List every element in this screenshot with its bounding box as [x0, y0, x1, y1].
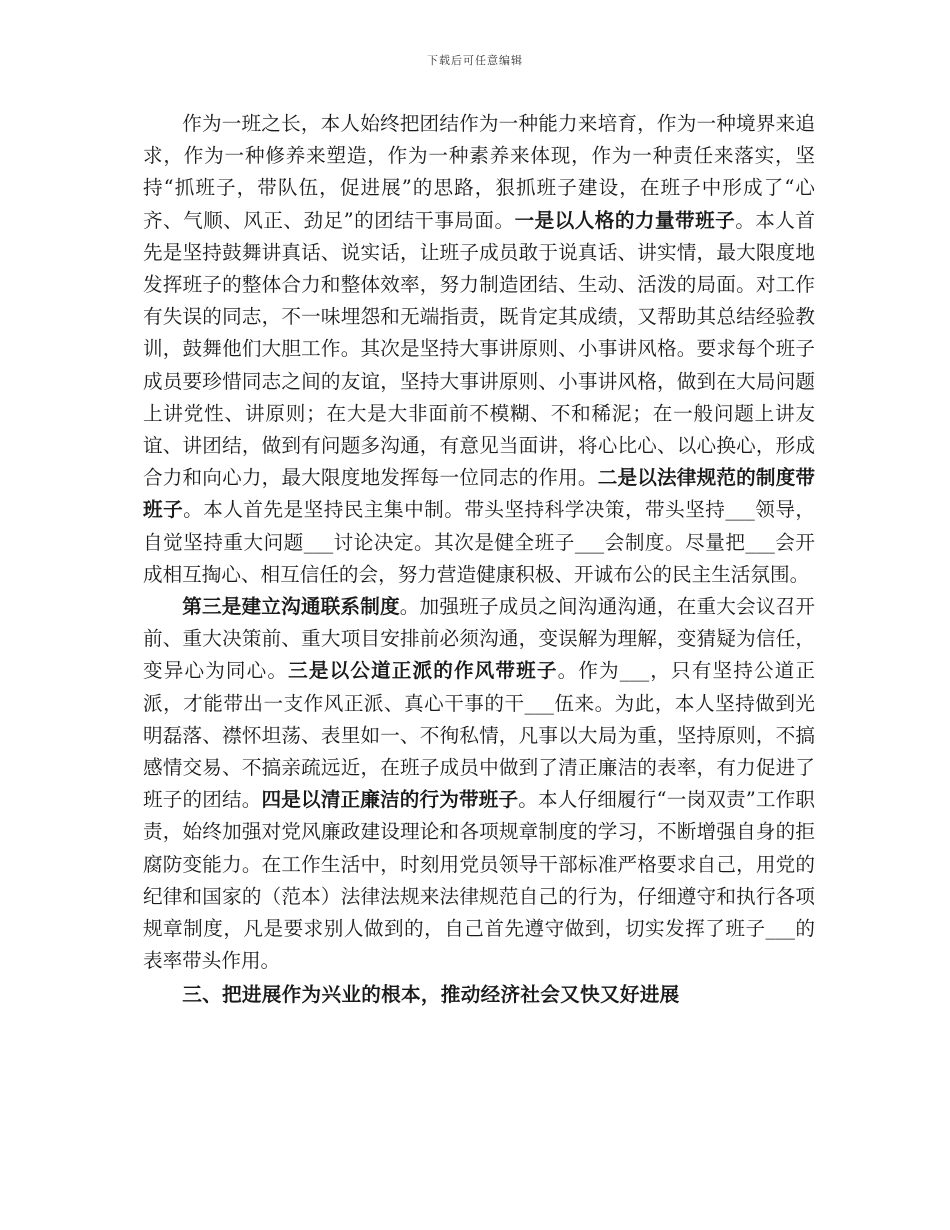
paragraph-communication [143, 591, 815, 977]
paragraph-text: 。本人首先是坚持鼓舞讲真话、说实话，让班子成员敢于说真话、讲实情，最大限度地发挥班子的整体合力和整体效率，努力制造团结、生动、活泼的局面。对工作有失误的同志，不一味埋怨和无端指责，既肯定其成绩，又帮助其总结经验教训，鼓舞他们大胆工作。其次是坚持大事讲原则、小事讲风格。要求每个班子成员要珍惜同志之间的友谊，坚持大事讲原则、小事讲风格，做到在大局问题上讲党性、讲原则；在大是大非面前不模糊、不和稀泥；在一般问题上讲友谊、讲团结，做到有问题多沟通，有意见当面讲，将心比心、以心换心，形成合力和向心力，最大限度地发挥每一位同志的作用。 [143, 208, 815, 490]
bold-point-four: 四是以清正廉洁的行为带班子 [261, 788, 519, 812]
bold-point-third: 第三是建立沟通联系制度 [182, 595, 400, 619]
bold-point-two: 二是以法律规范的制度带班子 [143, 466, 816, 522]
section-heading [143, 979, 815, 1011]
paragraph-text: 。本人首先是坚持民主集中制。带头坚持科学决策，带头坚持___领导，自觉坚持重大问题___讨论决定。其次是健全班子___会制度。尽量把___会开成相互掏心、相互信任的会，努力营造健康积极、开诚布公的民主生活氛围。 [143, 498, 816, 586]
document-body [143, 108, 815, 1012]
bold-point-one: 一是以人格的力量带班子 [514, 208, 736, 232]
paragraph-text: 。加强班子成员之间沟通沟通，在重大会议召开前、重大决策前、重大项目安排前必须沟通，变误解为理解，变猜疑为信任，变异心为同心。 [143, 595, 815, 683]
paragraph-text: 。作为___，只有坚持公道正派，才能带出一支作风正派、真心干事的干___伍来。为此，本人坚持做到光明磊落、襟怀坦荡、表里如一、不徇私情，凡事以大局为重，坚持原则，不搞感情交易、不搞亲疏远近，在班子成员中做到了清正廉洁的表率，有力促进了班子的团结。 [143, 659, 816, 812]
page-header: 下载后可任意编辑 [427, 54, 523, 67]
paragraph-text: 。本人仔细履行“一岗双责”工作职责，始终加强对党风廉政建设理论和各项规章制度的学习，不断增强自身的拒腐防变能力。在工作生活中，时刻用党员领导干部标准严格要求自己，用党的纪律和国家的（范本）法律法规来法律规范自己的行为，仔细遵守和执行各项规章制度，凡是要求别人做到的，自己首先遵守做到，切实发挥了班子___的表率带头作用。 [143, 788, 816, 973]
section-heading-text: 三、把进展作为兴业的根本，推动经济社会又快又好进展 [182, 983, 680, 1007]
bold-point-three: 三是以公道正派的作风带班子 [288, 659, 558, 683]
paragraph-text: 作为一班之长，本人始终把团结作为一种能力来培育，作为一种境界来追求，作为一种修养来塑造，作为一种素养来体现，作为一种责任来落实，坚持“抓班子，带队伍，促进展”的思路，狠抓班子建设，在班子中形成了“心齐、气顺、风正、劲足”的团结干事局面。 [143, 112, 815, 232]
paragraph-team-building [143, 108, 815, 591]
